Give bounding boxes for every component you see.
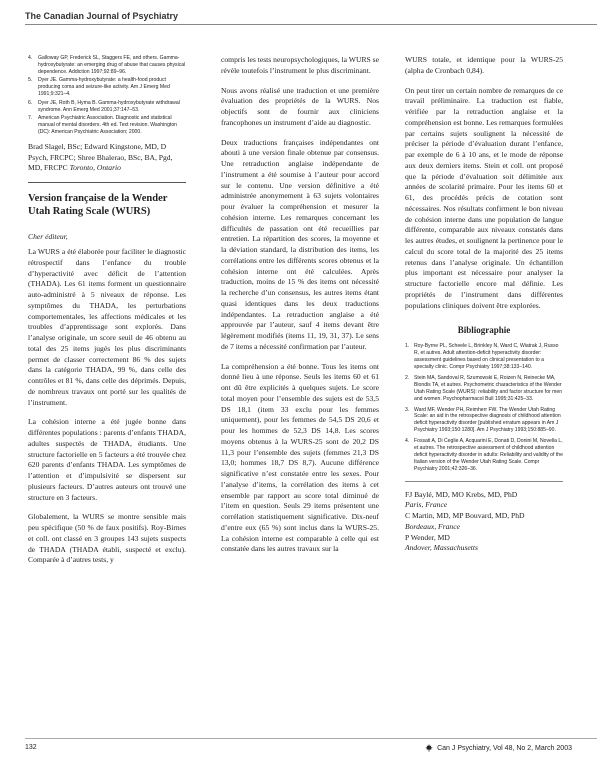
body-paragraph: Globalement, la WURS se montre sensible mais peu spécifique (50 % de faux positifs). Roy-Birnes et coll. ont classé en 3 groupes 143 sujets suspects de THADA (THADA établi, suspecté et exclu). Comparée à d’autres tests, y — [28, 512, 186, 565]
signature-rule — [405, 481, 563, 482]
footer-citation: Can J Psychiatry, Vol 48, No 2, March 2003 — [425, 744, 572, 752]
signature-names: P Wender, MD — [405, 532, 450, 542]
column-2 — [221, 55, 379, 564]
salutation: Cher éditeur, — [28, 232, 68, 242]
signature-place: Andover, Massachusetts — [405, 543, 478, 553]
footer-rule — [25, 738, 597, 739]
body-paragraph: WURS totale, et identique pour la WURS-25 (alpha de Cronbach 0,84). — [405, 55, 563, 75]
body-paragraph: Deux traductions françaises indépendantes ont abouti à une version finale obtenue par consensus. Une retraduction anglaise indépendante de l’instrument a été soumise à l’auteur pour accord sur le contenu. Une version définitive a été administrée anonymement à 63 sujets volontaires pour évaluer la compréhension et mesurer la cohésion interne. Les remarques concernant les difficultés de passation ont été recueillies par entretien. La répartition des scores, la moyenne et la déviation standard, la distribution des items, les corrélations entre les différents scores obtenus et la cohésion interne ont été calculées. Après traduction, moins de 15 % des items ont nécessité la recherche d’un consensus, les autres items étant quasi identiques dans les deux traductions indépendantes. La retraduction anglaise a été approuvée par l’auteur, sauf 4 items devant être légèrement modifiés (items 11, 19, 31, 37). Le sens de 7 items a nécessité confirmation par l’auteur. — [221, 137, 379, 351]
body-paragraph: Nous avons réalisé une traduction et une première évaluation des propriétés de la WURS. Nos objectifs sont de fournir aux cliniciens francophones un instrument d’aide au diagnostic. — [221, 85, 379, 127]
previous-authors: Brad Slagel, BSc; Edward Kingstone, MD, D Psych, FRCPC; Shree Bhalerao, BSc, BA, Pgd, MD, FRCPC Toronto, Ontario — [28, 141, 173, 173]
signature-place: Paris, France — [405, 500, 448, 510]
body-paragraph: La WURS a été élaborée pour faciliter le diagnostic rétrospectif dans l’enfance du trouble d’hyperactivité avec déficit de l’attention (THADA). Les 61 items forment un questionnaire auto-administré à 5 niveaux de réponse. Les symptômes du THADA, les perturbations comportementales, les affections médicales et les troubles d’apprentissage sont explorés. Dans l’analyse originale, un score seuil de 46 obtenu au total des 25 items jugés les plus discriminants permet de classer correctement 86 % des sujets dans la catégorie THADA, 99 %, dans celle des contrôles et 81 %, dans celle des déprimés. Depuis, de nombreux travaux ont porté sur les qualités de l’instrument. — [28, 247, 186, 407]
signature-names: FJ Baylé, MD, MO Krebs, MD, PhD — [405, 489, 518, 499]
previous-references — [28, 55, 186, 136]
page-number: 132 — [25, 744, 37, 751]
bibliography-item: 2. Stein MA, Sandoval R, Szumowski E, Roizen N, Reinecke MA, Blondis TA, et autres. Psychometric characteristics of the Wender Utah Rating Scale (WURS): reliability and factor structure for men and women. Psychopharmacol Bull 1995;31:425–33. — [405, 374, 563, 402]
column-1 — [28, 55, 186, 575]
bibliography-list — [405, 343, 563, 472]
bibliography-item: 3. Ward MF, Wender PH, Reimherr FW. The Wender Utah Rating Scale: an aid in the retrospective diagnosis of childhood attention deficit hyperactivity disorder [published erratum appears in Am J Psychiatry 1993;150:1280]. Am J Psychiatry 1993;150:885–90. — [405, 406, 561, 434]
body-paragraph: On peut tirer un certain nombre de remarques de ce travail préliminaire. La traduction est fiable, vérifiée par la retraduction anglaise et la compréhension est bonne. Les remarques formulées par certains sujets soulignent la nécessité de préciser la période d’évaluation durant l’enfance, par exemple de 6 à 10 ans, et le mode de réponse aux deux derniers items. Stein et coll. ont proposé que la période d’évaluation soit délimitée aux années de scolarité primaire. Pour les items 60 et 61, des procédés précis de cotation sont nécessaires. Nos résultats confirment le bon niveau de cohésion interne dans une population de langue différente, comparable aux niveaux constatés dans les autres études, et soulignent la pertinence pour le calcul du score total de la majorité des 25 items retenus dans l’analyse originale. Un échantillon plus important est nécessaire pour analyser la structure factorielle encore mal définie. Les propriétés de l’instrument dans différentes populations cliniques doivent être explorées. — [405, 85, 563, 310]
body-paragraph: La cohésion interne a été jugée bonne dans différentes populations : parents d’enfants THADA, adultes suspectés de THADA, étudiants. Une structure factorielle en 5 facteurs a été trouvée chez 620 parents d’enfants THADA. Les symptômes de l’attention et d’impulsivité se dispersent sur plusieurs facteurs. D’autres auteurs ont trouvé une structure en 3 facteurs. — [28, 417, 186, 502]
previous-location: Toronto, Ontario — [69, 163, 121, 173]
signature-place: Bordeaux, France — [405, 521, 460, 531]
bibliography-item: 1. Roy-Byrne PL, Scheele L, Brinkley N, Ward C, Wiatrak J, Russo R, et autres. Adult attention-deficit hyperactivity disorder: assessment guidelines based on clinical presentation to a specialty clinic. Compr Psychiatry 1997;38:133–140. — [405, 343, 559, 370]
body-paragraph: La compréhension a été bonne. Tous les items ont donné lieu à une réponse. Seuls les items 60 et 61 ont dû être explicités à quelques sujets. Le score total moyen pour l’ensemble des sujets est de 53,5 DS 18,1 (item 33 exclu pour les femmes uniquement), pour les femmes de 54,5 DS 20,6 et pour les hommes de 52,3 DS 14,8. Les scores moyens obtenus à la WURS-25 sont de 20,2 DS 11,3 pour l’ensemble des sujets (femmes 21,3 DS 13,0; hommes 18,7 DS 8,7). Aucune différence significative n’est constatée entre les sexes. Pour l’analyse d’items, la corrélation des items à cet ensemble par rapport au score total diminué de l’item en question. Seuls 29 items présentent une corrélation statistiquement significative. Dix-neuf d’entre eux (65 %) sont inclus dans la WURS-25. La cohésion interne est comparable à celle qui est constatée dans les autres travaux sur la — [221, 361, 379, 554]
reference-item: 5. Dyer JE. Gamma-hydroxybutyrate: a health-food product producing coma and seizure-like activity. Am J Emerg Med 1991;9:321–4. — [28, 77, 170, 97]
column-3 — [405, 55, 563, 554]
reference-item: 7. American Psychiatric Association. Diagnostic and statistical manual of mental disorders. 4th ed. Text revision. Washington (DC): American Psychiatric Association; 2000. — [28, 115, 178, 135]
journal-header: The Canadian Journal of Psychiatry — [25, 11, 179, 21]
title-rule — [28, 182, 186, 183]
header-rule — [25, 24, 597, 25]
article-title: Version française de la Wender Utah Rating Scale (WURS) — [28, 193, 168, 217]
reference-item: 4. Galloway GP, Frederick SL, Staggers FE, and others. Gamma-hydroxybutyrate: an emerging drug of abuse that causes physical dependence. Addiction 1997;92:89–96. — [28, 55, 186, 75]
bibliography-title: Bibliographie — [457, 325, 511, 336]
maple-leaf-icon — [425, 744, 433, 752]
body-paragraph: compris les tests neuropsychologiques, la WURS se révèle toutefois l’instrument le plus discriminant. — [221, 55, 379, 75]
reference-item: 6. Dyer JE, Roth B, Hyma B. Gamma-hydroxybutyrate withdrawal syndrome. Ann Emerg Med 2001;37:147–53. — [28, 99, 180, 113]
signature-names: C Martin, MD, MP Bouvard, MD, PhD — [405, 511, 525, 521]
bibliography-item: 4. Fossati A, Di Ceglie A, Acquarini E, Donati D, Donini M, Novella L, et autres. The retrospective assessment of childhood attention deficit hyperactivity disorder in adults: Reliability and validity of the Italian version of the Wender Utah Rating Scale. Compr Psychiatry 2001;42:326–36. — [405, 438, 563, 472]
